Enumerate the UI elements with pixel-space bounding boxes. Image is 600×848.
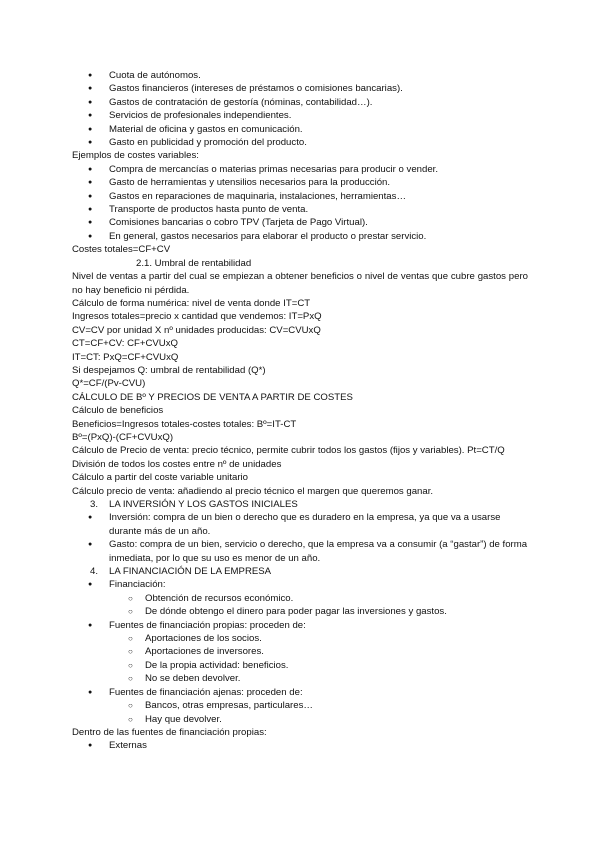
sub-list-item: ○ Bancos, otras empresas, particulares… [72,699,528,712]
list-item: ● Gasto en publicidad y promoción del producto. [72,136,528,149]
formula-line: Si despejamos Q: umbral de rentabilidad (Q*) [72,364,266,376]
list-item: ● Gastos financieros (intereses de préstamos o comisiones bancarias). [72,82,528,95]
list-item: ● Gasto: compra de un bien, servicio o derecho, que la empresa va a consumir (a “gastar”) de forma inmediata, por lo que su uso es menor de un año. [72,538,528,565]
section-title: LA INVERSIÓN Y LOS GASTOS INICIALES [109,499,298,510]
text-line: Cálculo precio de venta: añadiendo al precio técnico el margen que queremos ganar. [72,485,434,497]
own-sources-list [72,739,528,752]
section-number: 4. [90,566,99,578]
list-item: ● Comisiones bancarias o cobro TPV (Tarjeta de Pago Virtual). [72,216,528,229]
list-item: ● Transporte de productos hasta punto de venta. [72,203,528,216]
list-item: ● Servicios de profesionales independientes. [72,109,528,122]
sub-list-item: ○ De dónde obtengo el dinero para poder pagar las inversiones y gastos. [72,605,528,618]
list-item: ● Financiación: [72,578,528,591]
list-item: ● Inversión: compra de un bien o derecho que es duradero en la empresa, ya que va a usarse durante más de un año. [72,511,528,538]
section-heading-umbral: 2.1. Umbral de rentabilidad [136,257,252,269]
text-line: División de todos los costes entre nº de unidades [72,458,282,470]
section-heading-calculo: CÁLCULO DE Bº Y PRECIOS DE VENTA A PARTIR DE COSTES [72,391,353,403]
fixed-costs-list [72,69,528,149]
section-number: 3. [90,499,99,510]
financing-list [72,578,528,725]
variable-costs-list [72,163,528,243]
list-item: ● Material de oficina y gastos en comunicación. [72,123,528,136]
sub-list-item: ○ Obtención de recursos económico. [72,592,528,605]
total-costs-formula: Costes totales=CF+CV [72,244,171,256]
list-item: ● Gastos de contratación de gestoría (nóminas, contabilidad…). [72,96,528,109]
sub-list-item: ○ Aportaciones de los socios. [72,632,528,645]
formula-line: Cálculo de beneficios [72,405,164,417]
list-item: ● Compra de mercancías o materias primas necesarias para producir o vender. [72,163,528,176]
text-line: Cálculo a partir del coste variable unitario [72,472,248,484]
formula-line: Beneficios=Ingresos totales-costes totales: Bº=IT-CT [72,418,297,430]
list-item: ● Gastos en reparaciones de maquinaria, instalaciones, herramientas… [72,190,528,203]
formula-line: CT=CF+CV: CF+CVUxQ [72,338,178,350]
sub-list-item: ○ No se deben devolver. [72,672,528,685]
formula-line: Ingresos totales=precio x cantidad que vendemos: IT=PxQ [72,311,322,323]
formula-line: Bº=(PxQ)-(CF+CVUxQ) [72,431,174,443]
price-paragraph: Cálculo de Precio de venta: precio técnico, permite cubrir todos los gastos (fijos y variables). Pt=CT/Q [72,445,505,457]
sub-list-item: ○ Aportaciones de inversores. [72,645,528,658]
list-item: ● Externas [72,739,528,752]
list-item: ● En general, gastos necesarios para elaborar el producto o prestar servicio. [72,230,528,243]
list-item: ● Fuentes de financiación propias: proceden de: [72,619,528,632]
sub-list-item: ○ De la propia actividad: beneficios. [72,659,528,672]
list-item: ● Gasto de herramientas y utensilios necesarios para la producción. [72,176,528,189]
sub-list-item: ○ Hay que devolver. [72,713,528,726]
list-item: ● Fuentes de financiación ajenas: proceden de: [72,686,528,699]
formula-line: IT=CT: PxQ=CF+CVUxQ [72,351,179,363]
section-3-heading [72,498,528,511]
formula-line: CV=CV por unidad X nº unidades producidas: CV=CVUxQ [72,324,321,336]
formula-line: Q*=CF/(Pv-CVU) [72,378,146,390]
list-item: ● Cuota de autónomos. [72,69,528,82]
formula-line: Cálculo de forma numérica: nivel de venta donde IT=CT [72,297,311,309]
umbral-definition: Nivel de ventas a partir del cual se empiezan a obtener beneficios o nivel de ventas que cubre gastos pero no hay beneficio ni pérdida. [72,271,528,296]
variable-costs-heading: Ejemplos de costes variables: [72,150,199,162]
section-title: LA FINANCIACIÓN DE LA EMPRESA [109,566,272,578]
own-sources-heading: Dentro de las fuentes de financiación propias: [72,726,267,738]
investment-list [72,511,528,565]
section-4-heading [72,565,528,578]
